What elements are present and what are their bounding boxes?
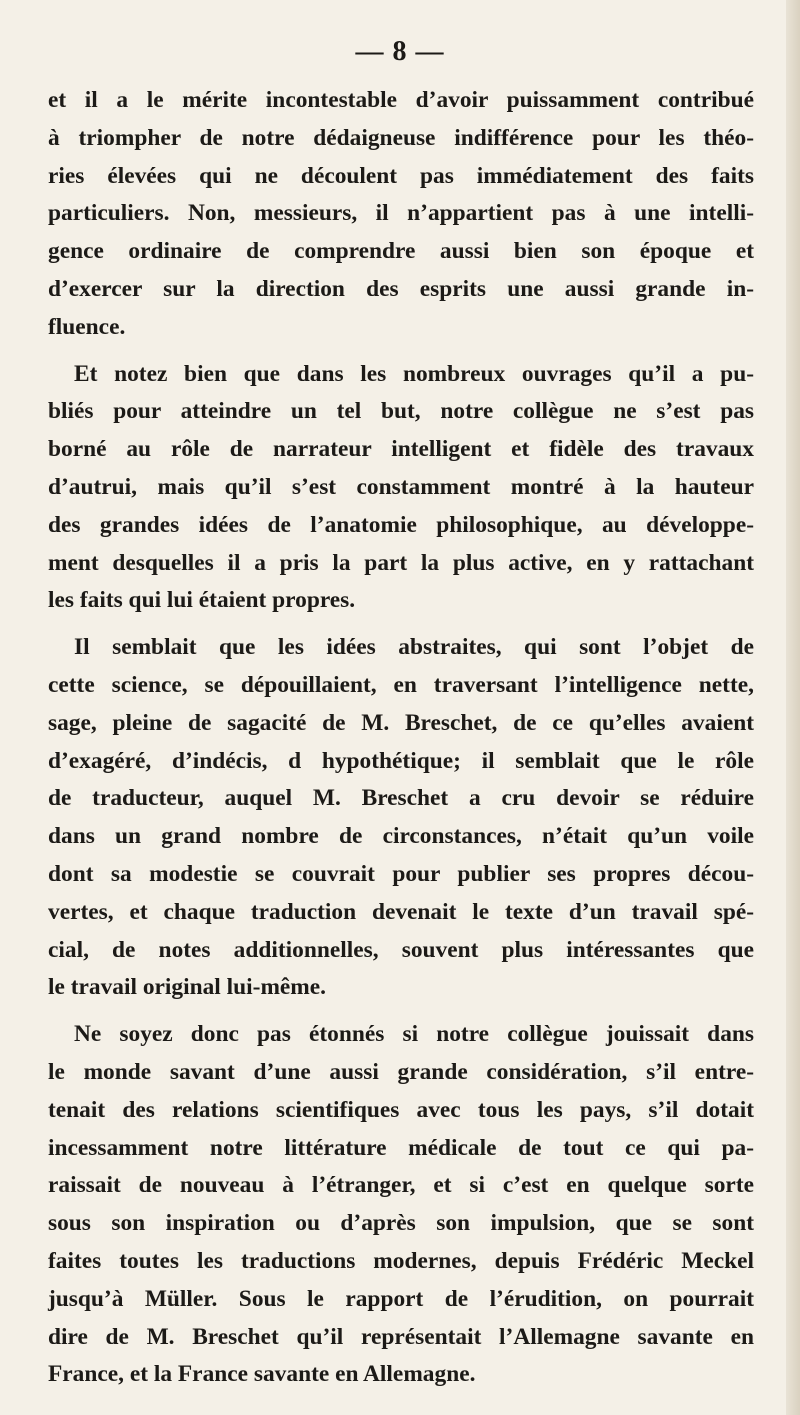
text-line: raissait de nouveau à l’étranger, et si c’est en quelque sorte <box>48 1172 754 1199</box>
text-line: borné au rôle de narrateur intelligent et fidèle des travaux <box>48 436 754 463</box>
text-line: dans un grand nombre de circonstances, n’était qu’un voile <box>48 823 754 850</box>
text-line: Ne soyez donc pas étonnés si notre collègue jouissait dans <box>74 1021 754 1048</box>
text-line: cial, de notes additionnelles, souvent plus intéressantes que <box>48 936 754 963</box>
text-line: particuliers. Non, messieurs, il n’appartient pas à une intelli- <box>48 200 754 227</box>
text-line: tenait des relations scientifiques avec tous les pays, s’il dotait <box>48 1096 754 1123</box>
text-line: jusqu’à Müller. Sous le rapport de l’érudition, on pourrait <box>48 1285 754 1312</box>
text-line: Il semblait que les idées abstraites, qui sont l’objet de <box>74 634 754 661</box>
text-line: gence ordinaire de comprendre aussi bien son époque et <box>48 238 754 265</box>
text-line: vertes, et chaque traduction devenait le texte d’un travail spé- <box>48 898 754 925</box>
paragraph-1 <box>48 82 754 347</box>
paragraph-2 <box>48 356 754 621</box>
text-line: sage, pleine de sagacité de M. Breschet, de ce qu’elles avaient <box>48 709 754 736</box>
text-line: d’exagéré, d’indécis, d hypothétique; il semblait que le rôle <box>48 747 754 774</box>
text-line: de traducteur, auquel M. Breschet a cru devoir se réduire <box>48 785 754 812</box>
text-line: à triompher de notre dédaigneuse indifférence pour les théo- <box>48 124 754 151</box>
text-line: ries élevées qui ne découlent pas immédiatement des faits <box>48 162 754 189</box>
text-line: bliés pour atteindre un tel but, notre collègue ne s’est pas <box>48 398 754 425</box>
text-line: ment desquelles il a pris la part la plus active, en y rattachant <box>48 549 754 576</box>
text-line: Et notez bien que dans les nombreux ouvrages qu’il a pu- <box>74 360 754 387</box>
text-line: des grandes idées de l’anatomie philosophique, au développe- <box>48 511 754 538</box>
text-line: incessamment notre littérature médicale de tout ce qui pa- <box>48 1134 754 1161</box>
text-line: le monde savant d’une aussi grande considération, s’il entre- <box>48 1058 754 1085</box>
page-number: — 8 — <box>355 36 445 67</box>
body-text <box>48 82 754 1403</box>
paragraph-3 <box>48 629 754 1007</box>
paragraph-4 <box>48 1016 754 1394</box>
text-line: les faits qui lui étaient propres. <box>48 587 356 614</box>
text-line: faites toutes les traductions modernes, depuis Frédéric Meckel <box>48 1247 754 1274</box>
text-line: et il a le mérite incontestable d’avoir puissamment contribué <box>48 87 754 113</box>
text-line: sous son inspiration ou d’après son impulsion, que se sont <box>48 1210 754 1237</box>
text-line: France, et la France savante en Allemagne. <box>48 1361 476 1388</box>
text-line: dire de M. Breschet qu’il représentait l’Allemagne savante en <box>48 1323 754 1350</box>
page-edge-shadow <box>786 0 800 1415</box>
text-line: d’exercer sur la direction des esprits une aussi grande in- <box>48 275 754 302</box>
text-line: le travail original lui-même. <box>48 974 327 1001</box>
text-line: fluence. <box>48 313 126 340</box>
text-line: d’autrui, mais qu’il s’est constamment montré à la hauteur <box>48 473 754 500</box>
text-line: cette science, se dépouillaient, en traversant l’intelligence nette, <box>48 671 754 698</box>
text-line: dont sa modestie se couvrait pour publier ses propres décou- <box>48 860 754 887</box>
